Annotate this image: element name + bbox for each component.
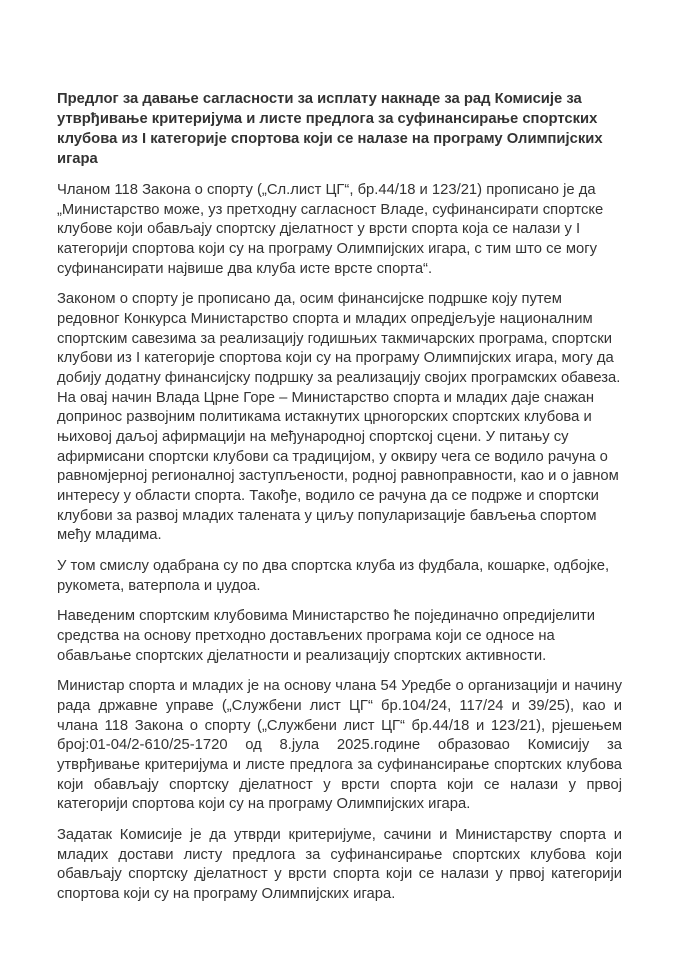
document-title: Предлог за давање сагласности за исплату накнаде за рад Комисије за утврђивање критеријума и листе предлога за суфинансирање спортских клубова из I категорије спортова који се налазе на програму Олимпијских игара (57, 91, 603, 167)
paragraph-law-article-118: Чланом 118 Закона о спорту („Сл.лист ЦГ“, бр.44/18 и 123/21) прописано је да „Министарство може, уз претходну сагласност Владе, суфинансирати спортске клубове који обављају спортску дјелатност у врсти спорта која се налази у I категорији спортова који су на програму Олимпијских игара, с тим што се могу суфинансирати највише два клуба исте врсте спорта“. (57, 181, 604, 277)
paragraph-commission-task: Задатак Комисије је да утврди критеријуме, сачини и Министарству спорта и младих достави листу предлога за суфинансирање спортских клубова који обављају спортску дјелатност у врсти спорта који се налази у првој категорији спортова који су на програму Олимпијских игара. (57, 827, 622, 903)
paragraph-selected-clubs: У том смислу одабрана су по два спортска клуба из фудбала, кошарке, одбојке, рукомета, ватерпола и џудоа. (57, 557, 610, 594)
paragraph-minister-decision: Министар спорта и младих је на основу члана 54 Уредбе о организацији и начину рада државне управе („Службени лист ЦГ“ бр.104/24, 117/24 и 39/25), као и члана 118 Закона о спорту („Службени лист ЦГ“ бр.44/18 и 123/21), рјешењем број:01-04/2-610/25-1720 од 8.јула 2025.године образовао Комисију за утврђивање критеријума и листе предлога за суфинансирање спортских клубова који обављају спортску дјелатност у врсти спорта који се налази у првој категорији спортова који су на програму Олимпијских игара. (57, 678, 622, 813)
paragraph-law-on-sport-support: Законом о спорту је прописано да, осим финансијске подршке коју путем редовног Конкурса Министарство спорта и младих опредјељује националним спортским савезима за реализацију годишњих такмичарских програма, спортски клубови из I категорије спортова који су на програму Олимпијских игара, могу да добију додатну финансијску подршку за реализацију својих програмских обавеза. На овај начин Влада Црне Горе – Министарство спорта и младих даје снажан допринос развојним политикама истакнутих црногорских спортских клубова и њиховој даљој афирмацији на међународној спортској сцени. У питању су афирмисани спортски клубови са традицијом, у оквиру чега се водило рачуна о равномјерној регионалној заступљености, родној равноправности, као и о јавном интересу у области спорта. Такође, водило се рачуна да се подрже и спортски клубови за развој младих талената у циљу популаризације бављења спортом међу младима. (57, 291, 621, 544)
paragraph-ministry-funding: Наведеним спортским клубовима Министарство ће појединачно опредијелити средства на основу претходно достављених програма који се односе на обављање спортских дјелатности и реализацију спортских активности. (57, 608, 596, 664)
